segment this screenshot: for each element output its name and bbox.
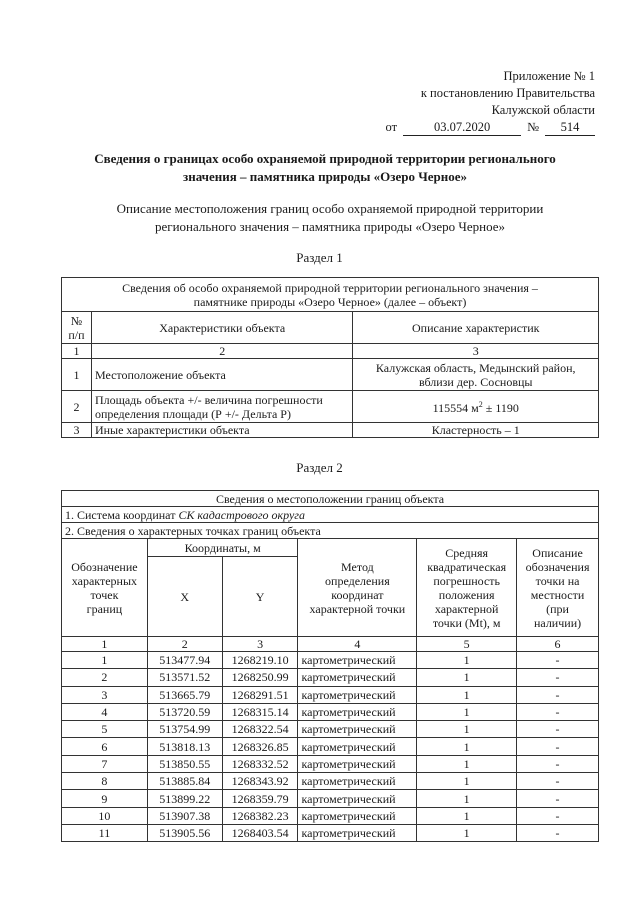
point-mt: 1 (417, 669, 517, 686)
point-n: 10 (62, 807, 148, 824)
point-mt: 1 (417, 755, 517, 772)
point-x: 513720.59 (147, 703, 222, 720)
decree-date: 03.07.2020 (403, 120, 521, 136)
table-2-title: Сведения о местоположении границ объекта (62, 491, 599, 507)
col-index: 4 (298, 637, 417, 652)
point-x: 513754.99 (147, 721, 222, 738)
col-header-y: Y (222, 557, 298, 637)
point-mt: 1 (417, 652, 517, 669)
point-y: 1268291.51 (222, 686, 298, 703)
point-method: картометрический (298, 652, 417, 669)
table-row (62, 790, 599, 807)
table-row (62, 755, 599, 772)
point-method: картометрический (298, 686, 417, 703)
point-n: 3 (62, 686, 148, 703)
point-desc: - (517, 686, 599, 703)
col-header-desc: Описание обозначения точки на местности (при наличии) (517, 539, 599, 637)
point-method: картометрический (298, 790, 417, 807)
point-desc: - (517, 807, 599, 824)
point-y: 1268359.79 (222, 790, 298, 807)
points-title: 2. Сведения о характерных точках границ объекта (62, 523, 599, 539)
point-method: картометрический (298, 721, 417, 738)
col-header-coords: Координаты, м (147, 539, 298, 557)
point-desc: - (517, 790, 599, 807)
section-1-heading: Раздел 1 (296, 250, 343, 265)
appendix-line-1: Приложение № 1 (503, 69, 595, 83)
section-2-heading: Раздел 2 (296, 460, 343, 475)
point-method: картометрический (298, 738, 417, 755)
col-index: 2 (91, 344, 353, 359)
table-row (62, 824, 599, 841)
point-n: 2 (62, 669, 148, 686)
table-row (62, 669, 599, 686)
point-desc: - (517, 755, 599, 772)
point-desc: - (517, 824, 599, 841)
point-x: 513885.84 (147, 773, 222, 790)
table-row: 3 Иные характеристики объекта Кластерность – 1 (62, 423, 599, 438)
number-label: № (527, 120, 539, 134)
point-desc: - (517, 703, 599, 720)
point-desc: - (517, 738, 599, 755)
col-header-description: Описание характеристик (353, 312, 599, 344)
point-y: 1268250.99 (222, 669, 298, 686)
title-line-1: Сведения о границах особо охраняемой природной территории регионального (94, 151, 556, 166)
point-x: 513571.52 (147, 669, 222, 686)
point-mt: 1 (417, 773, 517, 790)
point-x: 513818.13 (147, 738, 222, 755)
from-label: от (385, 120, 398, 134)
appendix-date-line (386, 119, 596, 136)
coordinate-system: 1. Система координат СК кадастрового округа (62, 507, 599, 523)
point-method: картометрический (298, 824, 417, 841)
title-line-2: значения – памятника природы «Озеро Черное» (182, 169, 468, 184)
point-n: 6 (62, 738, 148, 755)
point-desc: - (517, 669, 599, 686)
point-mt: 1 (417, 807, 517, 824)
appendix-line-2: к постановлению Правительства (420, 86, 595, 100)
table-row (62, 738, 599, 755)
col-index: 3 (222, 637, 298, 652)
point-rows (62, 652, 599, 842)
point-desc: - (517, 652, 599, 669)
point-y: 1268403.54 (222, 824, 298, 841)
point-n: 1 (62, 652, 148, 669)
point-n: 8 (62, 773, 148, 790)
point-method: картометрический (298, 703, 417, 720)
col-index: 1 (62, 637, 148, 652)
col-header-method: Метод определения координат характерной точки (298, 539, 417, 637)
object-info-table (61, 277, 599, 438)
point-mt: 1 (417, 790, 517, 807)
table-row (62, 652, 599, 669)
point-y: 1268315.14 (222, 703, 298, 720)
col-index: 5 (417, 637, 517, 652)
document-subtitle (60, 200, 600, 236)
point-x: 513907.38 (147, 807, 222, 824)
table-row (62, 721, 599, 738)
point-y: 1268382.23 (222, 807, 298, 824)
point-mt: 1 (417, 703, 517, 720)
col-index: 6 (517, 637, 599, 652)
col-index: 2 (147, 637, 222, 652)
point-mt: 1 (417, 686, 517, 703)
point-x: 513665.79 (147, 686, 222, 703)
col-header-characteristic: Характеристики объекта (91, 312, 353, 344)
table-row: 1 Местоположение объекта Калужская область, Медынский район, вблизи дер. Сосновцы (62, 359, 599, 391)
point-n: 11 (62, 824, 148, 841)
area-value: 115554 $м^2 \pm 1190$ (353, 391, 599, 423)
point-y: 1268219.10 (222, 652, 298, 669)
decree-number: 514 (545, 120, 595, 136)
point-method: картометрический (298, 807, 417, 824)
document-title (60, 150, 590, 186)
point-n: 9 (62, 790, 148, 807)
point-method: картометрический (298, 773, 417, 790)
subtitle-line-2: регионального значения – памятника природы «Озеро Черное» (154, 219, 506, 234)
point-desc: - (517, 721, 599, 738)
point-x: 513477.94 (147, 652, 222, 669)
col-index: 3 (353, 344, 599, 359)
point-x: 513899.22 (147, 790, 222, 807)
table-row (62, 773, 599, 790)
point-mt: 1 (417, 824, 517, 841)
point-n: 7 (62, 755, 148, 772)
point-desc: - (517, 773, 599, 790)
point-mt: 1 (417, 721, 517, 738)
col-header-x: X (147, 557, 222, 637)
point-method: картометрический (298, 669, 417, 686)
appendix-block (386, 68, 596, 136)
point-n: 4 (62, 703, 148, 720)
table-row (62, 703, 599, 720)
point-y: 1268322.54 (222, 721, 298, 738)
point-y: 1268326.85 (222, 738, 298, 755)
point-y: 1268343.92 (222, 773, 298, 790)
table-1-title: Сведения об особо охраняемой природной территории регионального значения – памятнике природы «Озеро Черное» (далее – объект) (62, 278, 599, 312)
point-n: 5 (62, 721, 148, 738)
point-x: 513850.55 (147, 755, 222, 772)
appendix-line-3: Калужской области (491, 103, 595, 117)
subtitle-line-1: Описание местоположения границ особо охраняемой природной территории (116, 201, 544, 216)
point-y: 1268332.52 (222, 755, 298, 772)
col-header-point: Обозначение характерных точек границ (62, 539, 148, 637)
col-header-error: Средняя квадратическая погрешность положения характерной точки (Mt), м (417, 539, 517, 637)
point-mt: 1 (417, 738, 517, 755)
table-row: 2 Площадь объекта +/- величина погрешности определения площади (Р +/- Дельта Р) 115554 $м^2 \pm 1190$ (62, 391, 599, 423)
col-header-num: № п/п (62, 312, 92, 344)
point-method: картометрический (298, 755, 417, 772)
point-x: 513905.56 (147, 824, 222, 841)
boundary-points-table (61, 490, 599, 842)
table-row (62, 686, 599, 703)
col-index: 1 (62, 344, 92, 359)
table-row (62, 807, 599, 824)
